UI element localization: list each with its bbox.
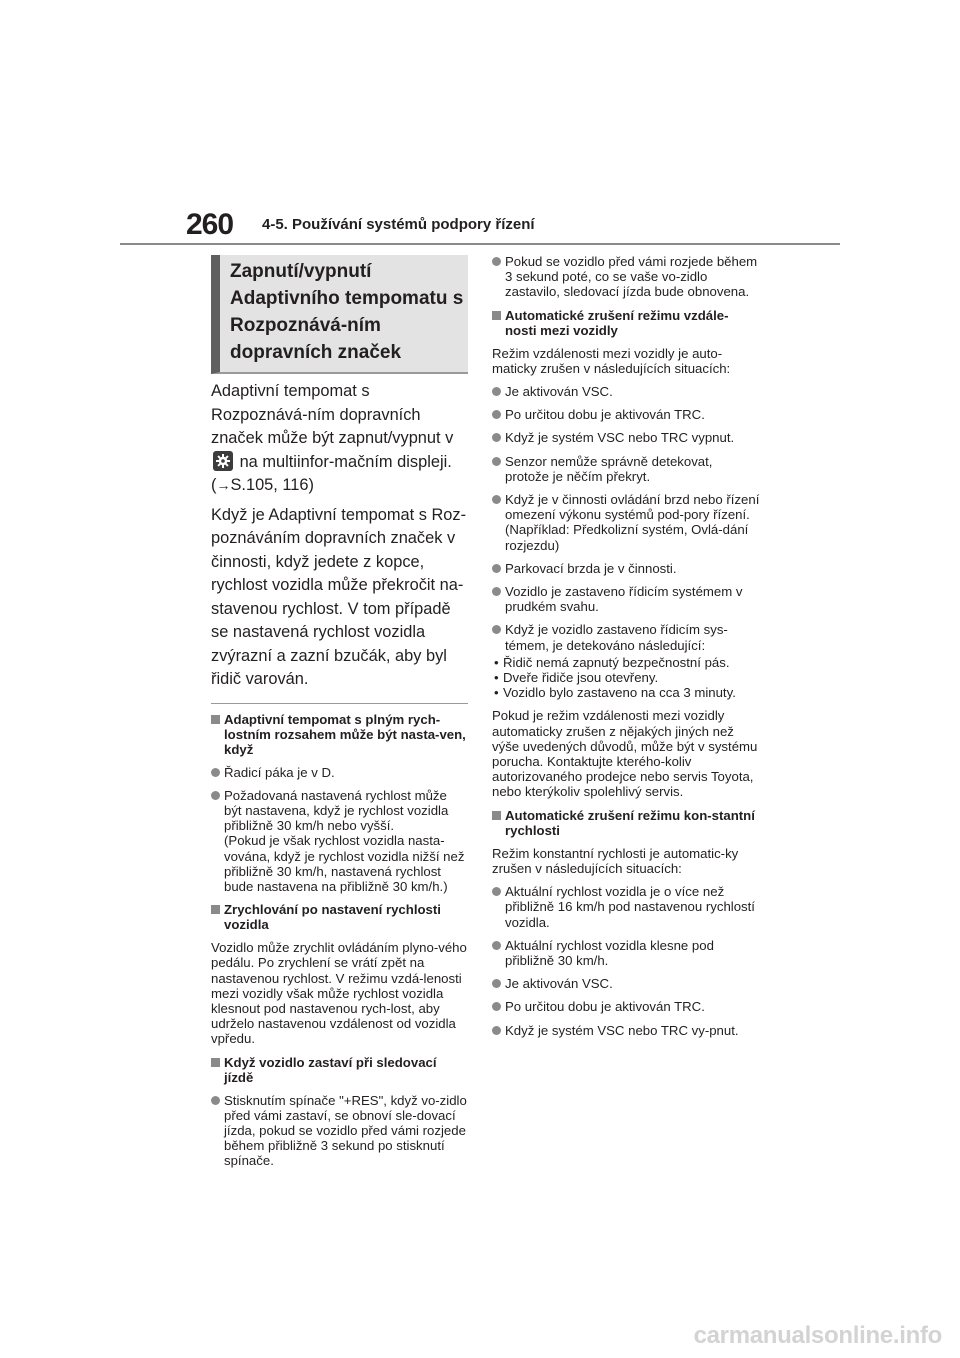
paragraph: Režim vzdálenosti mezi vozidly je auto-maticky zrušen v následujících situacích: [492, 345, 731, 376]
round-bullet-icon [492, 887, 501, 896]
paragraph: Režim konstantní rychlosti je automatic-ky zrušen v následujících situacích: [492, 845, 739, 876]
subheading: Automatické zrušení režimu kon-stantní rychlosti [492, 808, 760, 838]
chapter-title: 4-5. Používání systémů podpory řízení [262, 216, 535, 233]
round-bullet-icon [492, 410, 501, 419]
list-item: Když je v činnosti ovládání brzd nebo řízení omezení výkonu systémů pod-pory řízení. (Například: Předkolizní systém, Ovlá-dání rozjezdu) [492, 492, 760, 553]
square-bullet-icon [211, 1058, 220, 1067]
round-bullet-icon [492, 941, 501, 950]
reference-arrow: → [216, 477, 231, 493]
list-item: Požadovaná nastavená rychlost může být nastavena, když je rychlost vozidla přibližně 30 km/h nebo vyšší. (Pokud je však rychlost vozidla nasta-vována, když je rychlost vozidla nižší než přibližně 30 km/h, nastavená rychlost bude nastavena na přibližně 30 km/h.) [211, 788, 468, 894]
round-bullet-icon [492, 457, 501, 466]
round-bullet-icon [492, 387, 501, 396]
list-item: Když je systém VSC nebo TRC vy-pnut. [492, 1023, 760, 1038]
intro-paragraph [211, 380, 468, 498]
paragraph: Vozidlo může zrychlit ovládáním plyno-vého pedálu. Po zrychlení se vrátí zpět na nastavenou rychlost. V režimu vzdá-lenosti mezi vozidly však může rychlost vozidla klesnout pod nastavenou rych-lost, aby udrželo nastavenou vzdálenost od vozidla vpředu. [211, 940, 467, 1047]
square-bullet-icon [492, 311, 501, 320]
paragraph: Pokud je režim vzdálenosti mezi vozidly automaticky zrušen z nějakých jiných než výše uvedených důvodů, může být v systému porucha. Kontaktujte kterého-koliv autorizovaného prodejce nebo servis Toyota, nebo kterýkoliv spolehlivý servis. [492, 708, 758, 800]
round-bullet-icon [492, 979, 501, 988]
round-bullet-icon [211, 768, 220, 777]
list-item: Po určitou dobu je aktivován TRC. [492, 999, 760, 1014]
round-bullet-icon [492, 1026, 501, 1035]
list-item: Pokud se vozidlo před vámi rozjede během 3 sekund poté, co se vaše vo-zidlo zastavilo, sledovací jízda bude obnovena. [492, 254, 760, 300]
round-bullet-icon [211, 791, 220, 800]
round-bullet-icon [492, 625, 501, 634]
list-item: Je aktivován VSC. [492, 384, 760, 399]
speed-warning-paragraph: Když je Adaptivní tempomat s Roz-poznáváním dopravních značek v činnosti, když jedete z kopce, rychlost vozidla může překročit na-stavenou rychlost. V tom případě se nastavená rychlost vozidla zvýrazní a zazní bzučák, aby byl řidič varován. [211, 505, 467, 688]
subheading: Adaptivní tempomat s plným rych-lostním rozsahem může být nasta-ven, když [211, 712, 468, 757]
page-reference[interactable]: S.105, 116) [230, 476, 314, 494]
round-bullet-icon [492, 1002, 501, 1011]
list-item: Je aktivován VSC. [492, 976, 760, 991]
intro-text: Adaptivní tempomat s Rozpoznává-ním dopravních značek může být zapnut/vypnut v [211, 382, 454, 447]
page-number: 260 [186, 208, 234, 241]
subheading: Automatické zrušení režimu vzdále-nosti mezi vozidly [492, 308, 760, 338]
list-item: Po určitou dobu je aktivován TRC. [492, 407, 760, 422]
list-item: Řadicí páka je v D. [211, 765, 468, 780]
list-item: Senzor nemůže správně detekovat, protože je něčím překryt. [492, 454, 760, 484]
left-column [211, 255, 468, 1177]
list-item: Když je vozidlo zastaveno řídicím sys-témem, je detekováno následující: [492, 622, 760, 652]
dash-item: • Dveře řidiče jsou otevřeny. [494, 670, 659, 686]
round-bullet-icon [492, 495, 501, 504]
watermark: carmanualsonline.info [693, 1322, 942, 1349]
subheading: Když vozidlo zastaví při sledovací jízdě [211, 1055, 468, 1085]
section-heading: Zapnutí/vypnutí Adaptivního tempomatu s Rozpoznává-ním dopravních značek [211, 255, 468, 374]
round-bullet-icon [492, 587, 501, 596]
header-rule [120, 243, 840, 245]
round-bullet-icon [492, 433, 501, 442]
square-bullet-icon [211, 715, 220, 724]
dash-list [492, 655, 760, 701]
right-column [492, 254, 760, 1046]
list-item: Když je systém VSC nebo TRC vypnut. [492, 430, 760, 445]
list-item: Stisknutím spínače "+RES", když vo-zidlo před vámi zastaví, se obnoví sle-dovací jízda, pokud se vozidlo před vámi rozjede během přibližně 3 sekund po stisknutí spínače. [211, 1093, 468, 1169]
square-bullet-icon [211, 905, 220, 914]
list-item: Aktuální rychlost vozidla je o více než přibližně 16 km/h pod nastavenou rychlostí vozidla. [492, 884, 760, 930]
round-bullet-icon [492, 257, 501, 266]
list-item: Parkovací brzda je v činnosti. [492, 561, 760, 576]
subheading: Zrychlování po nastavení rychlosti vozidla [211, 902, 468, 932]
gear-icon [213, 451, 233, 471]
section-divider [211, 703, 468, 704]
round-bullet-icon [211, 1096, 220, 1105]
list-item: Vozidlo je zastaveno řídicím systémem v prudkém svahu. [492, 584, 760, 614]
square-bullet-icon [492, 811, 501, 820]
intro-text-continued: na multiinfor-mačním displeji. ( [211, 452, 452, 494]
round-bullet-icon [492, 564, 501, 573]
dash-item: • Řidič nemá zapnutý bezpečnostní pás. [494, 654, 730, 670]
list-item: Aktuální rychlost vozidla klesne pod přibližně 30 km/h. [492, 938, 760, 968]
dash-item: • Vozidlo bylo zastaveno na cca 3 minuty. [494, 685, 736, 701]
